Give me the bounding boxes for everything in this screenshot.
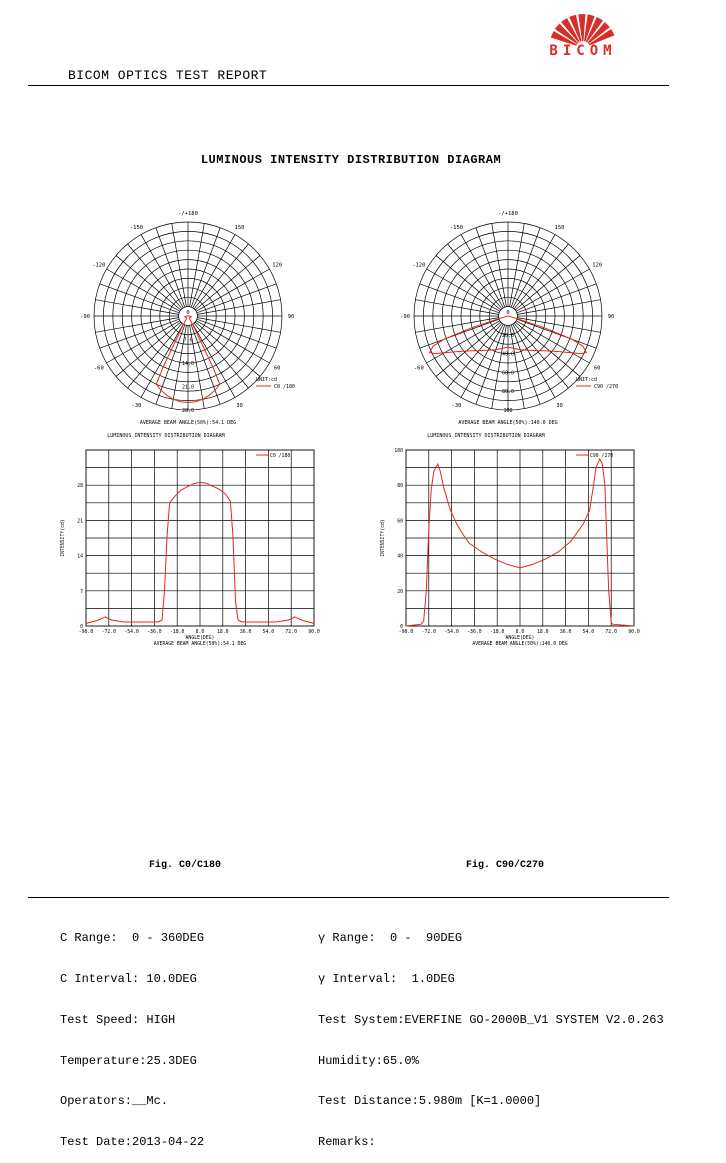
chart-y-axis-label: INTENSITY(cd): [61, 519, 66, 557]
chart-y-tick-label: 80: [397, 484, 403, 490]
polar-spoke: [95, 318, 178, 333]
chart-x-axis-label: ANGLE(DEG): [185, 636, 215, 641]
chart-y-tick-label: 21: [77, 519, 83, 525]
polar-angle-label: -150: [129, 224, 144, 231]
polar-radial-label: 40.0: [501, 351, 515, 358]
polar-plot-c90-c270: [390, 210, 640, 440]
polar-angle-label: 30: [236, 403, 243, 410]
chart-x-tick-label: 0.0: [195, 630, 205, 635]
polar-angle-label: 150: [554, 224, 565, 231]
polar-angle-label: -/+180: [498, 211, 518, 217]
chart-title: LUMINOUS INTENSITY DISTRIBUTION DIAGRAM: [427, 433, 545, 439]
chart-y-tick-label: 40: [397, 554, 403, 560]
polar-angle-label: -30: [451, 403, 462, 410]
polar-unit-label: UNIT:cd: [576, 377, 598, 383]
param-humidity: Humidity:65.0%: [318, 1053, 419, 1068]
logo-text: BICOM: [549, 43, 617, 58]
chart-x-tick-label: 18.0: [217, 630, 229, 635]
polar-angle-label: 90: [287, 314, 295, 320]
chart-x-tick-label: -90.0: [398, 630, 414, 635]
polar-spoke: [517, 300, 600, 315]
chart-y-axis-label: INTENSITY(cd): [381, 519, 386, 557]
chart-y-tick-label: 100: [394, 449, 403, 454]
footer-divider: [28, 897, 669, 898]
chart-x-tick-label: 90.0: [628, 630, 640, 635]
chart-x-tick-label: 72.0: [605, 630, 617, 635]
polar-spoke: [95, 300, 178, 315]
param-temperature: Temperature:25.3DEG: [60, 1053, 197, 1068]
polar-radial-label: 7.0: [183, 337, 193, 344]
polar-angle-label: 120: [272, 262, 283, 269]
polar-angle-label: -90: [400, 314, 410, 320]
header-divider: [28, 85, 669, 86]
diagram-title: LUMINOUS INTENSITY DISTRIBUTION DIAGRAM: [200, 153, 502, 167]
polar-angle-label: 150: [234, 224, 245, 231]
chart-y-tick-label: 0: [80, 625, 83, 630]
cartesian-plot-c0-c180: [56, 428, 326, 650]
chart-x-tick-label: 0.0: [515, 630, 525, 635]
polar-angle-label: 30: [556, 403, 563, 410]
param-test-system: Test System:EVERFINE GO-2000B_V1 SYSTEM V2.0.263: [318, 1012, 664, 1027]
param-c-interval: C Interval: 10.0DEG: [60, 971, 197, 986]
polar-plot-c0-c180: [70, 210, 320, 440]
polar-angle-label: -/+180: [178, 211, 198, 217]
report-title: BICOM OPTICS TEST REPORT: [68, 68, 268, 83]
chart-y-tick-label: 14: [77, 554, 83, 560]
param-gamma-range: γ Range: 0 - 90DEG: [318, 931, 463, 946]
polar-spoke: [415, 318, 498, 333]
chart-x-tick-label: -54.0: [124, 630, 139, 635]
polar-angle-label: 0: [506, 310, 510, 316]
polar-angle-label: 120: [592, 262, 603, 269]
chart-x-tick-label: -36.0: [467, 630, 482, 635]
polar-angle-label: -60: [93, 365, 104, 372]
param-operators: Operators:__Mc.: [60, 1094, 169, 1109]
chart-x-tick-label: 36.0: [239, 630, 252, 635]
chart-x-tick-label: 54.0: [262, 630, 275, 635]
chart-x-tick-label: 90.0: [308, 630, 320, 635]
polar-spoke: [197, 318, 280, 333]
polar-angle-label: 0: [186, 310, 190, 316]
polar-angle-label: -30: [131, 403, 142, 410]
logo-fan-icon: [551, 14, 615, 46]
chart-y-tick-label: 28: [77, 484, 83, 490]
cartesian-plot-c90-c270: [376, 428, 646, 650]
polar-spoke: [190, 223, 205, 306]
param-test-date: Test Date:2013-04-22: [60, 1135, 205, 1150]
figure-caption-left: Fig. C0/C180: [149, 860, 222, 871]
chart-x-tick-label: -18.0: [489, 630, 505, 635]
chart-y-tick-label: 20: [397, 589, 403, 595]
polar-spoke: [197, 300, 280, 315]
polar-spoke: [510, 223, 525, 306]
polar-radial-label: 28.0: [181, 408, 195, 414]
chart-x-tick-label: -18.0: [169, 630, 185, 635]
chart-x-tick-label: 54.0: [582, 630, 595, 635]
test-params-left: [60, 905, 204, 1163]
param-gamma-interval: γ Interval: 1.0DEG: [318, 971, 455, 986]
polar-radial-label: 20.0: [501, 332, 515, 339]
polar-spoke: [517, 318, 600, 333]
polar-angle-label: -120: [412, 262, 426, 269]
polar-unit-label: UNIT:cd: [256, 377, 278, 383]
polar-angle-label: -150: [449, 224, 464, 231]
polar-angle-label: -60: [413, 365, 424, 372]
chart-x-tick-label: -72.0: [101, 630, 117, 635]
chart-x-tick-label: -90.0: [78, 630, 94, 635]
polar-radial-label: 80.0: [501, 389, 515, 396]
chart-x-tick-label: -72.0: [421, 630, 437, 635]
param-c-range: C Range: 0 - 360DEG: [60, 931, 205, 946]
polar-angle-label: 60: [273, 365, 281, 372]
polar-legend: C0 /180: [274, 384, 296, 390]
polar-beam-angle: AVERAGE BEAM ANGLE(50%):140.0 DEG: [458, 420, 558, 426]
polar-angle-label: 90: [607, 314, 615, 320]
chart-x-tick-label: 36.0: [559, 630, 572, 635]
chart-beam-angle: AVERAGE BEAM ANGLE(50%):54.1 DEG: [153, 642, 247, 647]
polar-radial-label: 14.0: [181, 361, 195, 367]
test-params-right: [318, 905, 664, 1163]
chart-x-tick-label: 72.0: [285, 630, 297, 635]
chart-title: LUMINOUS INTENSITY DISTRIBUTION DIAGRAM: [107, 433, 225, 439]
polar-radial-label: 21.0: [181, 384, 195, 391]
polar-radial-label: 100: [503, 408, 513, 414]
chart-y-tick-label: 0: [400, 625, 403, 630]
param-remarks: Remarks:: [318, 1135, 376, 1150]
polar-beam-angle: AVERAGE BEAM ANGLE(50%):54.1 DEG: [139, 420, 237, 426]
chart-legend: C0 /180: [270, 454, 291, 459]
param-test-distance: Test Distance:5.980m [K=1.0000]: [318, 1094, 542, 1109]
polar-angle-label: -120: [92, 262, 106, 269]
polar-spoke: [172, 223, 187, 306]
polar-radial-label: 60.0: [501, 370, 515, 377]
chart-beam-angle: AVERAGE BEAM ANGLE(50%):140.0 DEG: [472, 642, 568, 647]
polar-spoke: [492, 223, 507, 306]
chart-x-tick-label: 18.0: [537, 630, 549, 635]
chart-legend: C90 /270: [590, 454, 614, 459]
chart-y-tick-label: 7: [80, 589, 83, 595]
polar-legend: C90 /270: [594, 384, 619, 390]
polar-spoke: [415, 300, 498, 315]
chart-grid: [86, 450, 314, 626]
chart-y-tick-label: 60: [397, 519, 403, 525]
polar-angle-label: -90: [80, 314, 90, 320]
chart-x-tick-label: -54.0: [444, 630, 459, 635]
bicom-logo: [508, 8, 658, 58]
chart-x-tick-label: -36.0: [147, 630, 162, 635]
chart-grid: [406, 450, 634, 626]
polar-angle-label: 60: [593, 365, 601, 372]
param-test-speed: Test Speed: HIGH: [60, 1012, 176, 1027]
chart-x-axis-label: ANGLE(DEG): [505, 636, 535, 641]
figure-caption-right: Fig. C90/C270: [466, 860, 545, 871]
